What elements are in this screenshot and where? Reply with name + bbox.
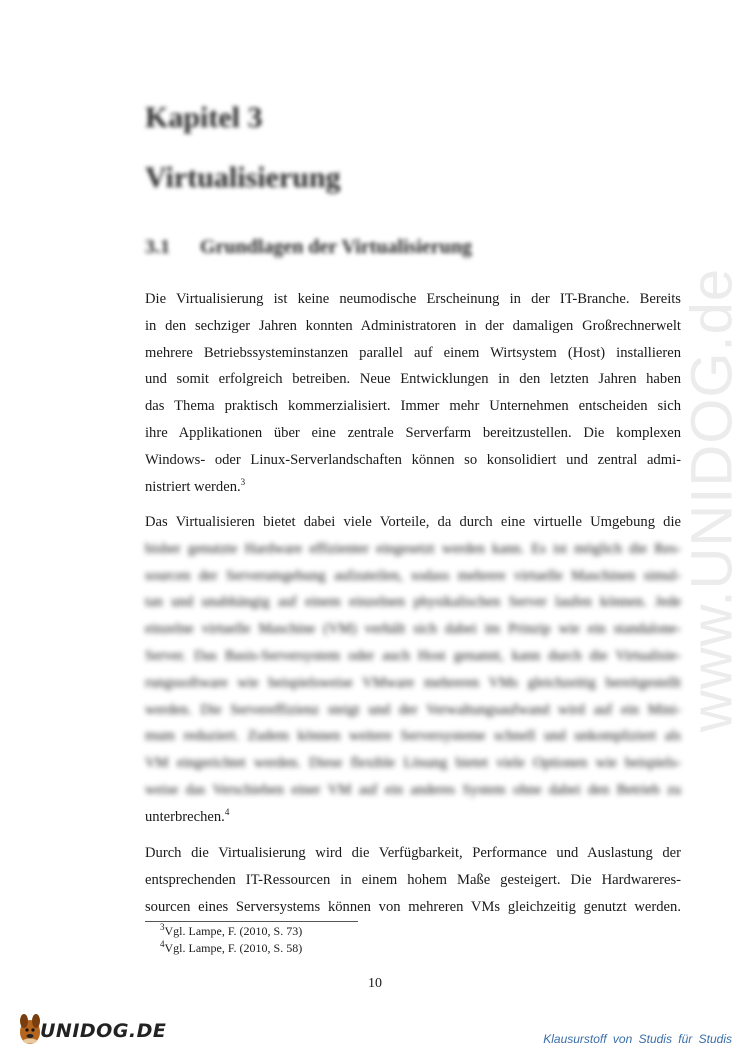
blurred-text-block xyxy=(145,536,681,804)
text-line: Windows- oder Linux-Serverlandschaften können so konsolidiert und zentral admi- xyxy=(145,451,681,468)
blurred-text-line: tan und unabhängig auf einem einzelnen physikalischen Server laufen können. Jede xyxy=(145,594,681,611)
footnote-number: 4 xyxy=(160,939,165,949)
chapter-title: Virtualisierung xyxy=(145,161,341,194)
blurred-text-line: einzelne virtuelle Maschine (VM) verhält sich dabei im Prinzip wie ein standalone- xyxy=(145,621,681,638)
footnote-text: Vgl. Lampe, F. (2010, S. 58) xyxy=(164,941,303,955)
paragraph-3 xyxy=(145,840,681,920)
blurred-text-line: VM eingerichtet werden. Diese flexible Lösung bietet viele Optionen wie beispiels- xyxy=(145,755,681,772)
section-title: Grundlagen der Virtualisierung xyxy=(200,236,472,258)
footnotes xyxy=(160,923,302,957)
text-line: mehrere Betriebssysteminstanzen parallel auf einem Wirtsystem (Host) installieren xyxy=(145,344,681,361)
footnote xyxy=(160,923,302,940)
watermark: www.UNIDOG.de xyxy=(679,267,745,733)
text-line: das Thema praktisch kommerzialisiert. Immer mehr Unternehmen entscheiden sich xyxy=(145,398,681,415)
text-line: entsprechenden IT-Ressourcen in einem hohem Maße gesteigert. Die Hardwareres- xyxy=(145,871,681,888)
text-line: Durch die Virtualisierung wird die Verfügbarkeit, Performance und Auslastung der xyxy=(145,845,681,861)
text-line: und somit erfolgreich betreiben. Neue Entwicklungen in den letzten Jahren haben xyxy=(145,371,681,388)
paragraph-2 xyxy=(145,509,681,831)
blurred-text-line: mum reduziert. Zudem können weitere Serversysteme schnell und unkompliziert als xyxy=(145,728,681,745)
text-line-last xyxy=(145,804,681,831)
text-line: in den sechziger Jahren konnten Administratoren in der damaligen Großrechnerwelt xyxy=(145,317,681,334)
unidog-logo-text[interactable]: UNIDOG.DE xyxy=(40,1020,167,1042)
tagline: Klausurstoff von Studis für Studis xyxy=(543,1032,732,1046)
blurred-text-line: weise das Verschieben einer VM auf ein anderes System ohne dabei den Betrieb zu xyxy=(145,781,681,798)
text-line-last-content: nistriert werden. xyxy=(145,478,241,495)
footnote-divider xyxy=(145,921,358,922)
section-number: 3.1 xyxy=(145,236,170,258)
blurred-text-line: Server. Das Basis-Serversystem oder auch Host genannt, kann durch die Virtualisie- xyxy=(145,647,681,664)
text-line: Das Virtualisieren bietet dabei viele Vorteile, da durch eine virtuelle Umgebung die xyxy=(145,514,681,530)
text-line-last xyxy=(145,474,681,501)
text-line-last-content: unterbrechen. xyxy=(145,808,225,825)
footnote xyxy=(160,940,302,957)
footnote-text: Vgl. Lampe, F. (2010, S. 73) xyxy=(164,924,303,938)
chapter-label: Kapitel 3 xyxy=(145,101,263,134)
page-number: 10 xyxy=(368,976,382,991)
footnote-ref[interactable]: 4 xyxy=(224,806,230,817)
text-line: ihre Applikationen über eine zentrale Serverfarm bereitzustellen. Die komplexen xyxy=(145,424,681,441)
paragraph-1 xyxy=(145,286,681,500)
blurred-text-line: bisher genutzte Hardware effizienter eingesetzt werden kann. Es ist möglich die Res- xyxy=(145,540,681,557)
footnote-ref[interactable]: 3 xyxy=(240,476,246,487)
footnote-number: 3 xyxy=(160,922,165,932)
blurred-text-line: werden. Die Servereffizienz steigt und der Verwaltungsaufwand wird auf ein Mini- xyxy=(145,701,681,718)
blurred-text-line: rungssoftware wie beispielsweise VMware mehreren VMs gleichzeitig bereitgestellt xyxy=(145,674,681,691)
section-heading xyxy=(145,234,472,260)
text-line: Die Virtualisierung ist keine neumodische Erscheinung in der IT-Branche. Bereits xyxy=(145,291,681,307)
blurred-text-line: sourcen der Serverumgebung aufzuteilen, sodass mehrere virtuelle Maschinen simul- xyxy=(145,567,681,584)
text-line: sourcen eines Serversystems können von mehreren VMs gleichzeitig genutzt werden. xyxy=(145,898,681,915)
